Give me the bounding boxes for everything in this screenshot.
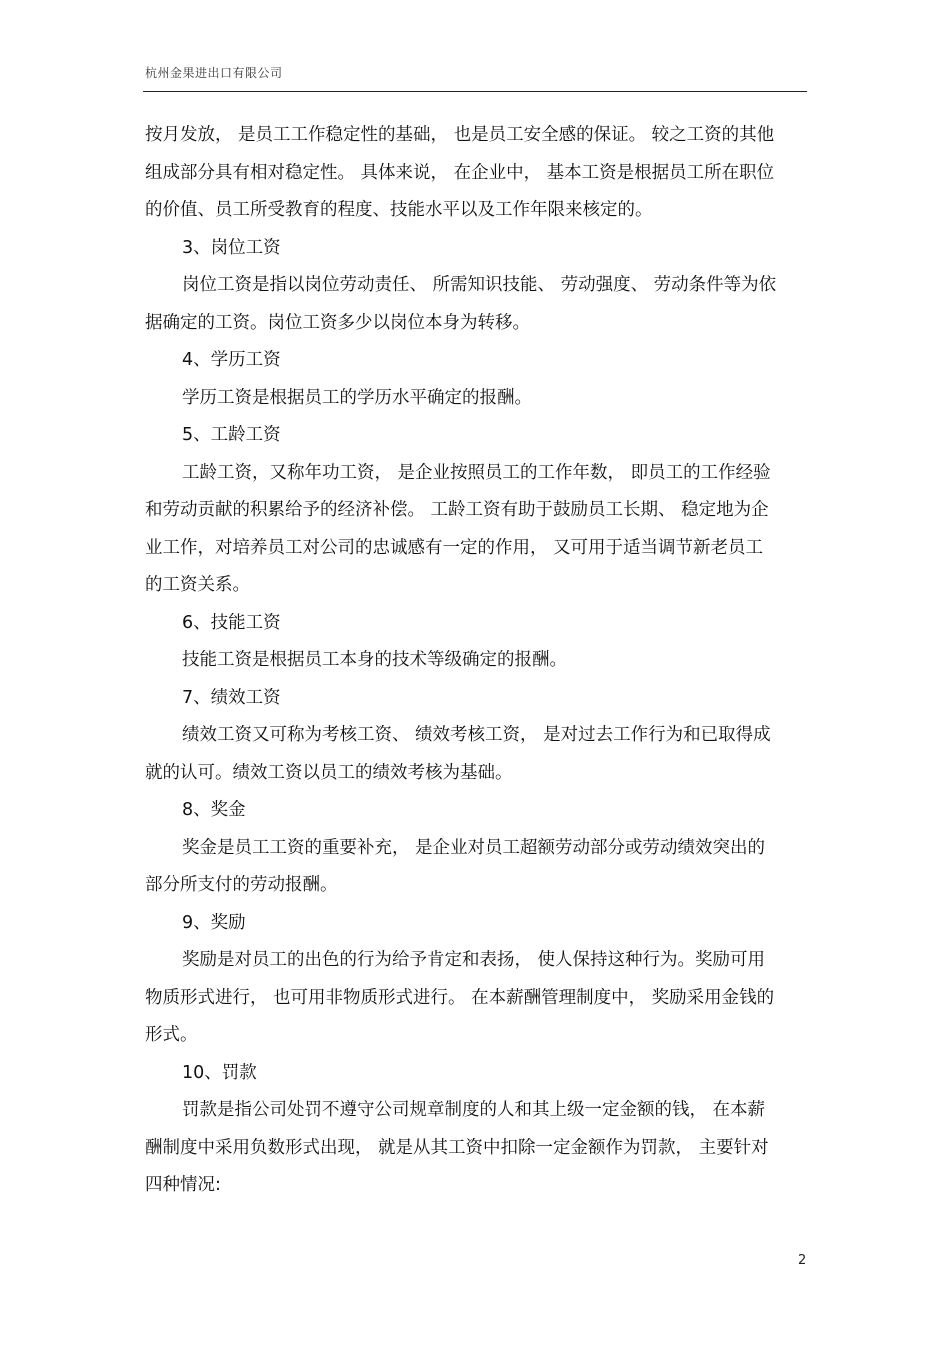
text-line: 按月发放， 是员工工作稳定性的基础， 也是员工安全感的保证。 较之工资的其他 <box>145 125 775 145</box>
text-line: 和劳动贡献的积累给予的经济补偿。 工龄工资有助于鼓励员工长期、 稳定地为企 <box>145 500 769 520</box>
text-line: 绩效工资又可称为考核工资、 绩效考核工资， 是对过去工作行为和已取得成 <box>182 725 771 745</box>
text-line: 形式。 <box>145 1025 198 1045</box>
text-line: 就的认可。绩效工资以员工的绩效考核为基础。 <box>145 762 513 783</box>
text-line: 奖励是对员工的出色的行为给予肯定和表扬， 使人保持这种行为。奖励可用 <box>182 950 766 970</box>
text-line: 10、罚款 <box>182 1062 257 1083</box>
text-line: 奖金是员工工资的重要补充， 是企业对员工超额劳动部分或劳动绩效突出的 <box>182 837 766 858</box>
text-line: 业工作，对培养员工对公司的忠诚感有一定的作用， 又可用于适当调节新老员工 <box>145 537 764 558</box>
text-line: 7、绩效工资 <box>182 687 281 708</box>
text-line: 据确定的工资。岗位工资多少以岗位本身为转移。 <box>145 312 530 333</box>
text-line: 学历工资是根据员工的学历水平确定的报酬。 <box>182 387 532 408</box>
text-line: 组成部分具有相对稳定性。 具体来说， 在企业中， 基本工资是根据员工所在职位 <box>145 162 775 183</box>
header-divider <box>143 91 807 92</box>
text-line: 5、工龄工资 <box>182 425 281 445</box>
page-number: 2 <box>798 1253 807 1268</box>
text-line: 岗位工资是指以岗位劳动责任、 所需知识技能、 劳动强度、 劳动条件等为依 <box>182 275 777 295</box>
text-line: 部分所支付的劳动报酬。 <box>145 875 338 895</box>
text-line: 酬制度中采用负数形式出现， 就是从其工资中扣除一定金额作为罚款， 主要针对 <box>145 1137 769 1158</box>
text-line: 工龄工资，又称年功工资， 是企业按照员工的工作年数， 即员工的工作经验 <box>182 462 771 483</box>
text-line: 的工资关系。 <box>145 575 250 595</box>
text-line: 9、奖励 <box>182 912 246 933</box>
document-body <box>145 122 805 1210</box>
text-line: 的价值、员工所受教育的程度、技能水平以及工作年限来核定的。 <box>145 200 653 220</box>
text-line: 四种情况: <box>145 1175 221 1195</box>
text-line: 6、技能工资 <box>182 612 281 633</box>
text-line: 技能工资是根据员工本身的技术等级确定的报酬。 <box>182 650 567 670</box>
text-line: 罚款是指公司处罚不遵守公司规章制度的人和其上级一定金额的钱， 在本薪 <box>182 1100 766 1120</box>
text-line: 8、奖金 <box>182 800 246 820</box>
text-line: 4、学历工资 <box>182 350 281 370</box>
text-line: 3、岗位工资 <box>182 237 281 258</box>
text-line: 物质形式进行， 也可用非物质形式进行。 在本薪酬管理制度中， 奖励采用金钱的 <box>145 987 775 1008</box>
running-header-company: 杭州金果进出口有限公司 <box>145 66 283 80</box>
